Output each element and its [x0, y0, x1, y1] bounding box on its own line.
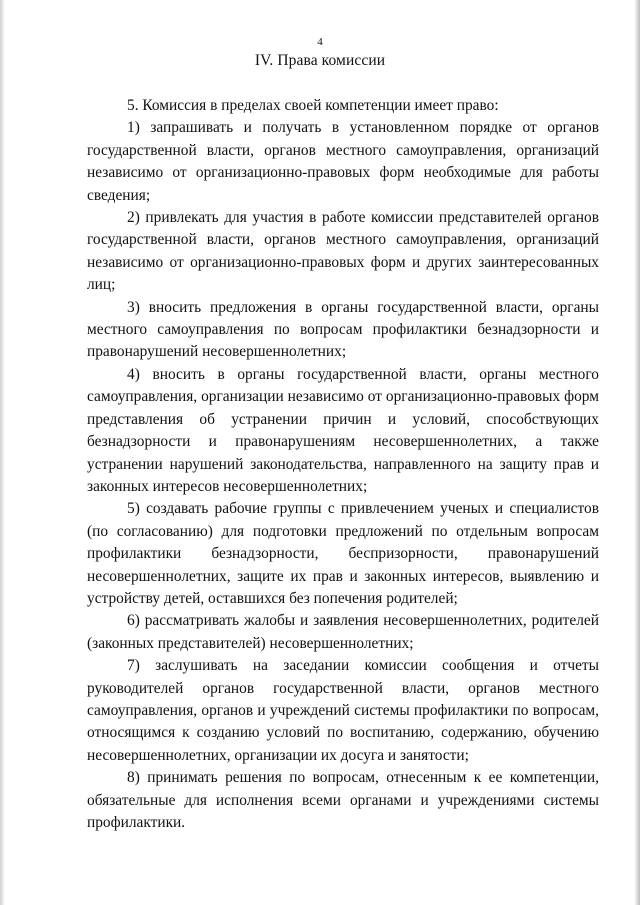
section-title: IV. Права комиссии	[254, 52, 386, 69]
scan-edge-right	[634, 0, 640, 905]
paragraph-item-3: 3) вносить предложения в органы государственной власти, органы местного самоуправления по вопросам профилактики безнадзорности и правонарушений несовершеннолетних;	[87, 298, 599, 361]
document-body	[87, 95, 599, 834]
paragraph-item-7: 7) заслушивать на заседании комиссии сообщения и отчеты руководителей органов государственной власти, органов местного самоуправления, органов и учреждений системы профилактики по вопросам, относящимся к созданию условий по воспитанию, содержанию, обучению несовершеннолетних, организации их досуга и занятости;	[87, 657, 599, 764]
paragraph-item-1: 1) запрашивать и получать в установленном порядке от органов государственной власти, органов местного самоуправления, организаций независимо от организационно-правовых форм необходимые для работы сведения;	[87, 119, 599, 204]
page-number: 4	[317, 36, 323, 48]
scan-edge-left	[0, 0, 5, 905]
paragraph-intro: 5. Комиссия в пределах своей компетенции имеет право:	[127, 97, 499, 114]
paragraph-item-6: 6) рассматривать жалобы и заявления несовершеннолетних, родителей (законных представителей) несовершеннолетних;	[87, 612, 599, 652]
paragraph-item-5: 5) создавать рабочие группы с привлечением ученых и специалистов (по согласованию) для подготовки предложений по отдельным вопросам профилактики безнадзорности, беспризорности, правонарушений несовершеннолетних, защите их прав и законных интересов, выявлению и устройству детей, оставшихся без попечения родителей;	[87, 500, 599, 607]
paragraph-item-8: 8) принимать решения по вопросам, отнесенным к ее компетенции, обязательные для исполнения всеми органами и учреждениями системы профилактики.	[87, 769, 599, 831]
paragraph-item-2: 2) привлекать для участия в работе комиссии представителей органов государственной власти, органов местного самоуправления, организаций независимо от организационно-правовых форм и других заинтересованных лиц;	[87, 209, 599, 294]
paragraph-item-4: 4) вносить в органы государственной власти, органы местного самоуправления, организации независимо от организационно-правовых форм представления об устранении причин и условий, способствующих безнадзорности и правонарушениям несовершеннолетних, а также устранении нарушений законодательства, направленного на защиту прав и законных интересов несовершеннолетних;	[87, 365, 599, 495]
